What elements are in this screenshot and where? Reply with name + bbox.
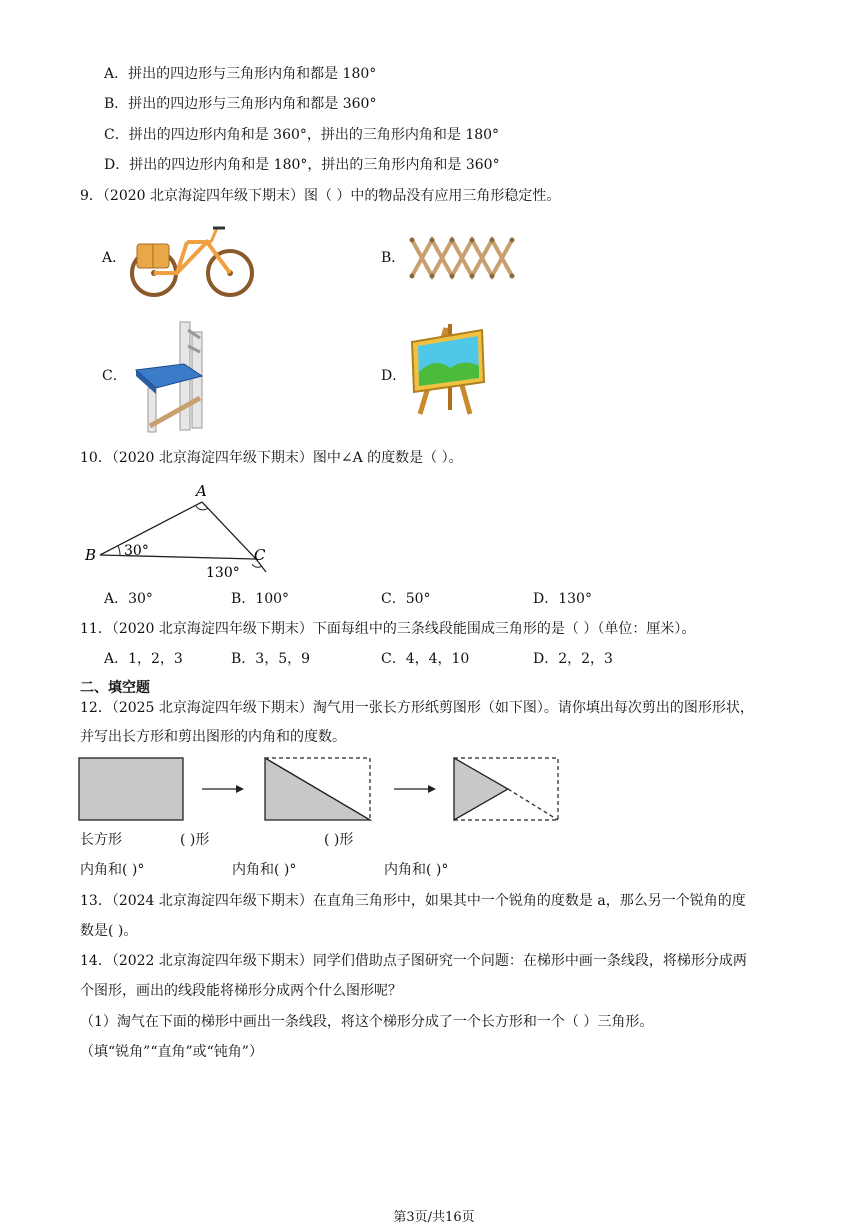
vertex-a-label: A (196, 482, 207, 500)
q9-stem: 9．（2020 北京海淀四年级下期末）图（ ）中的物品没有应用三角形稳定性。 (80, 188, 561, 204)
q12-stem-line2: 并写出长方形和剪出图形的内角和的度数。 (80, 729, 346, 745)
shape-label-1: 长方形 (80, 832, 122, 848)
section-title: 二、填空题 (80, 680, 150, 696)
q8-option-d: D．拼出的四边形内角和是 180°，拼出的三角形内角和是 360° (104, 157, 500, 173)
q11-option-a: A．1，2，3 (104, 651, 183, 667)
triangle-abc-figure (80, 480, 280, 584)
q9-label-d: D． (381, 368, 407, 384)
angle-sum-blank-2: 内角和( )° (232, 862, 297, 878)
chair-image (130, 318, 214, 434)
q8-option-c: C．拼出的四边形内角和是 360°，拼出的三角形内角和是 180° (104, 127, 500, 143)
easel-image (406, 322, 490, 418)
q10-option-d: D．130° (533, 591, 592, 607)
q10-option-a: A．30° (104, 591, 153, 607)
angle-sum-blank-1: 内角和( )° (80, 862, 145, 878)
q14-line3: （1）淘气在下面的梯形中画出一条线段，将这个梯形分成了一个长方形和一个（ ）三角形。 (80, 1014, 654, 1030)
q9-label-b: B． (381, 250, 406, 266)
q11-option-c: C．4，4，10 (381, 651, 470, 667)
q11-option-d: D．2，2，3 (533, 651, 613, 667)
lattice-rack-image (408, 236, 520, 280)
rectangle-shape (79, 758, 183, 820)
q13-line2: 数是( )。 (80, 923, 138, 939)
angle-c-label: 130° (206, 565, 240, 581)
q8-option-b: B．拼出的四边形与三角形内角和都是 360° (104, 96, 377, 112)
q10-option-b: B．100° (231, 591, 290, 607)
q11-option-b: B．3，5，9 (231, 651, 311, 667)
q12-stem-line1: 12．（2025 北京海淀四年级下期末）淘气用一张长方形纸剪图形（如下图）。请你填出每次剪出的图形形状， (80, 700, 754, 716)
q9-label-a: A． (102, 250, 127, 266)
angle-sum-blank-3: 内角和( )° (384, 862, 449, 878)
paper-cutting-figure (78, 756, 562, 826)
q10-option-c: C．50° (381, 591, 431, 607)
shape-blank-2: ( )形 (180, 832, 210, 848)
q14-line1: 14．（2022 北京海淀四年级下期末）同学们借助点子图研究一个问题：在梯形中画一条线段，将梯形分成两 (80, 953, 747, 969)
q14-line2: 个图形，画出的线段能将梯形分成两个什么图形呢？ (80, 983, 402, 999)
q11-stem: 11．（2020 北京海淀四年级下期末）下面每组中的三条线段能围成三角形的是（ ）（单位：厘米）。 (80, 621, 696, 637)
q14-line4: （填“锐角”“直角”或“钝角”） (80, 1044, 263, 1060)
q10-stem: 10．（2020 北京海淀四年级下期末）图中∠A 的度数是（ ）。 (80, 450, 463, 466)
cut-shape-2 (454, 758, 508, 820)
vertex-c-label: C (254, 546, 266, 564)
shape-blank-3: ( )形 (324, 832, 354, 848)
q9-label-c: C． (102, 368, 127, 384)
angle-b-label: 30° (124, 543, 149, 559)
bicycle-image (127, 220, 257, 298)
page-number: 第3页/共16页 (393, 1210, 475, 1225)
vertex-b-label: B (85, 546, 97, 564)
q13-line1: 13．（2024 北京海淀四年级下期末）在直角三角形中，如果其中一个锐角的度数是 a，那么另一个锐角的度 (80, 893, 746, 909)
q8-option-a: A．拼出的四边形与三角形内角和都是 180° (104, 66, 377, 82)
